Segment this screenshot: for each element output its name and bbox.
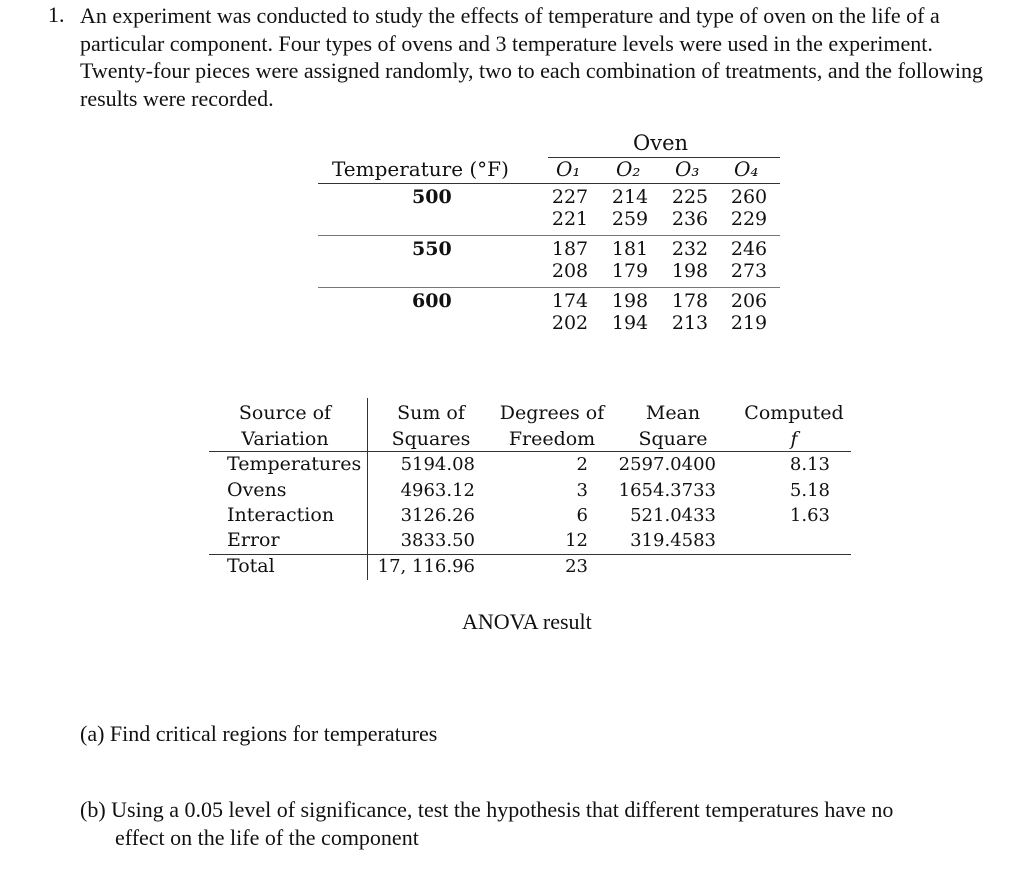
temperature-header: Temperature (°F) xyxy=(332,157,509,181)
anova-source: Temperatures xyxy=(227,453,362,475)
anova-f: 5.18 xyxy=(789,480,830,501)
anova-source: Interaction xyxy=(227,504,335,526)
header-line: Source of xyxy=(238,402,332,424)
table-cell: 225 xyxy=(671,186,709,208)
anova-ms: 1654.3733 xyxy=(618,480,716,501)
table-cell: 227 xyxy=(551,186,589,208)
anova-vertical-rule xyxy=(367,398,368,580)
group-rule xyxy=(318,235,780,236)
temp-label-550: 550 xyxy=(412,238,452,260)
header-line: Square xyxy=(638,428,708,450)
table-cell: 198 xyxy=(611,290,649,312)
question-text: An experiment was conducted to study the effects of temperature and type of oven on the life of a particular component. Four types of ovens and 3 temperature levels were used in the experiment. Twenty-four pieces were assigned randomly, two to each combination of treatments, and the following results were recorded. xyxy=(80,3,984,111)
anova-ms: 319.4583 xyxy=(630,530,716,551)
anova-source: Ovens xyxy=(227,479,287,501)
group-rule xyxy=(318,287,780,288)
table-header-rule xyxy=(318,183,780,184)
oven-label-3: O₃ xyxy=(675,157,700,181)
header-line: f xyxy=(790,428,798,450)
anova-header-df xyxy=(496,400,608,452)
table-cell: 229 xyxy=(730,208,768,230)
anova-source: Total xyxy=(227,555,275,577)
anova-f: 1.63 xyxy=(789,505,830,526)
table-cell: 181 xyxy=(611,238,649,260)
table-cell: 236 xyxy=(671,208,709,230)
part-b-line-1: (b) Using a 0.05 level of significance, test the hypothesis that different temperatures have no xyxy=(80,797,894,822)
table-cell: 194 xyxy=(611,312,649,334)
anova-df: 23 xyxy=(565,556,588,577)
anova-source: Error xyxy=(227,529,280,551)
anova-caption: ANOVA result xyxy=(462,609,592,634)
table-cell: 179 xyxy=(611,260,649,282)
anova-ss: 3126.26 xyxy=(400,505,475,526)
table-cell: 232 xyxy=(671,238,709,260)
table-cell: 259 xyxy=(611,208,649,230)
anova-header-f xyxy=(742,400,846,452)
oven-group-header: Oven xyxy=(633,131,689,155)
anova-header-rule xyxy=(209,451,851,452)
oven-label-1: O₁ xyxy=(556,157,581,181)
header-line: Mean xyxy=(645,402,701,424)
anova-header-ss xyxy=(376,400,486,452)
header-line: Computed xyxy=(744,402,844,424)
table-cell: 202 xyxy=(551,312,589,334)
table-cell: 208 xyxy=(551,260,589,282)
anova-ss: 5194.08 xyxy=(400,454,475,475)
anova-header-ms xyxy=(620,400,726,452)
question-number: 1. xyxy=(48,2,65,27)
anova-ss: 17, 116.96 xyxy=(377,556,475,577)
part-b-line-2: effect on the life of the component xyxy=(115,825,419,850)
anova-df: 2 xyxy=(576,454,588,475)
table-cell: 187 xyxy=(551,238,589,260)
header-line: Variation xyxy=(241,428,329,450)
table-cell: 198 xyxy=(671,260,709,282)
part-a-text: (a) Find critical regions for temperatures xyxy=(80,721,438,746)
header-line: Degrees of xyxy=(499,402,605,424)
table-cell: 260 xyxy=(730,186,768,208)
anova-header-source xyxy=(225,400,345,452)
anova-df: 12 xyxy=(565,530,588,551)
table-cell: 178 xyxy=(671,290,709,312)
header-line: Sum of xyxy=(397,402,465,424)
anova-df: 6 xyxy=(576,505,588,526)
oven-label-2: O₂ xyxy=(616,157,641,181)
part-b-text xyxy=(80,796,1000,852)
temp-label-500: 500 xyxy=(412,186,452,208)
table-cell: 273 xyxy=(730,260,768,282)
table-cell: 246 xyxy=(730,238,768,260)
header-line: Squares xyxy=(391,428,471,450)
table-cell: 214 xyxy=(611,186,649,208)
table-cell: 221 xyxy=(551,208,589,230)
anova-df: 3 xyxy=(576,480,588,501)
temp-label-600: 600 xyxy=(412,290,452,312)
table-cell: 206 xyxy=(730,290,768,312)
header-line: Freedom xyxy=(508,428,596,450)
table-cell: 213 xyxy=(671,312,709,334)
table-cell: 219 xyxy=(730,312,768,334)
anova-f: 8.13 xyxy=(789,454,830,475)
anova-ms: 521.0433 xyxy=(630,505,716,526)
oven-label-4: O₄ xyxy=(734,157,759,181)
anova-ms: 2597.0400 xyxy=(618,454,716,475)
anova-total-rule xyxy=(209,554,851,555)
anova-ss: 4963.12 xyxy=(400,480,475,501)
anova-ss: 3833.50 xyxy=(400,530,475,551)
table-cell: 174 xyxy=(551,290,589,312)
